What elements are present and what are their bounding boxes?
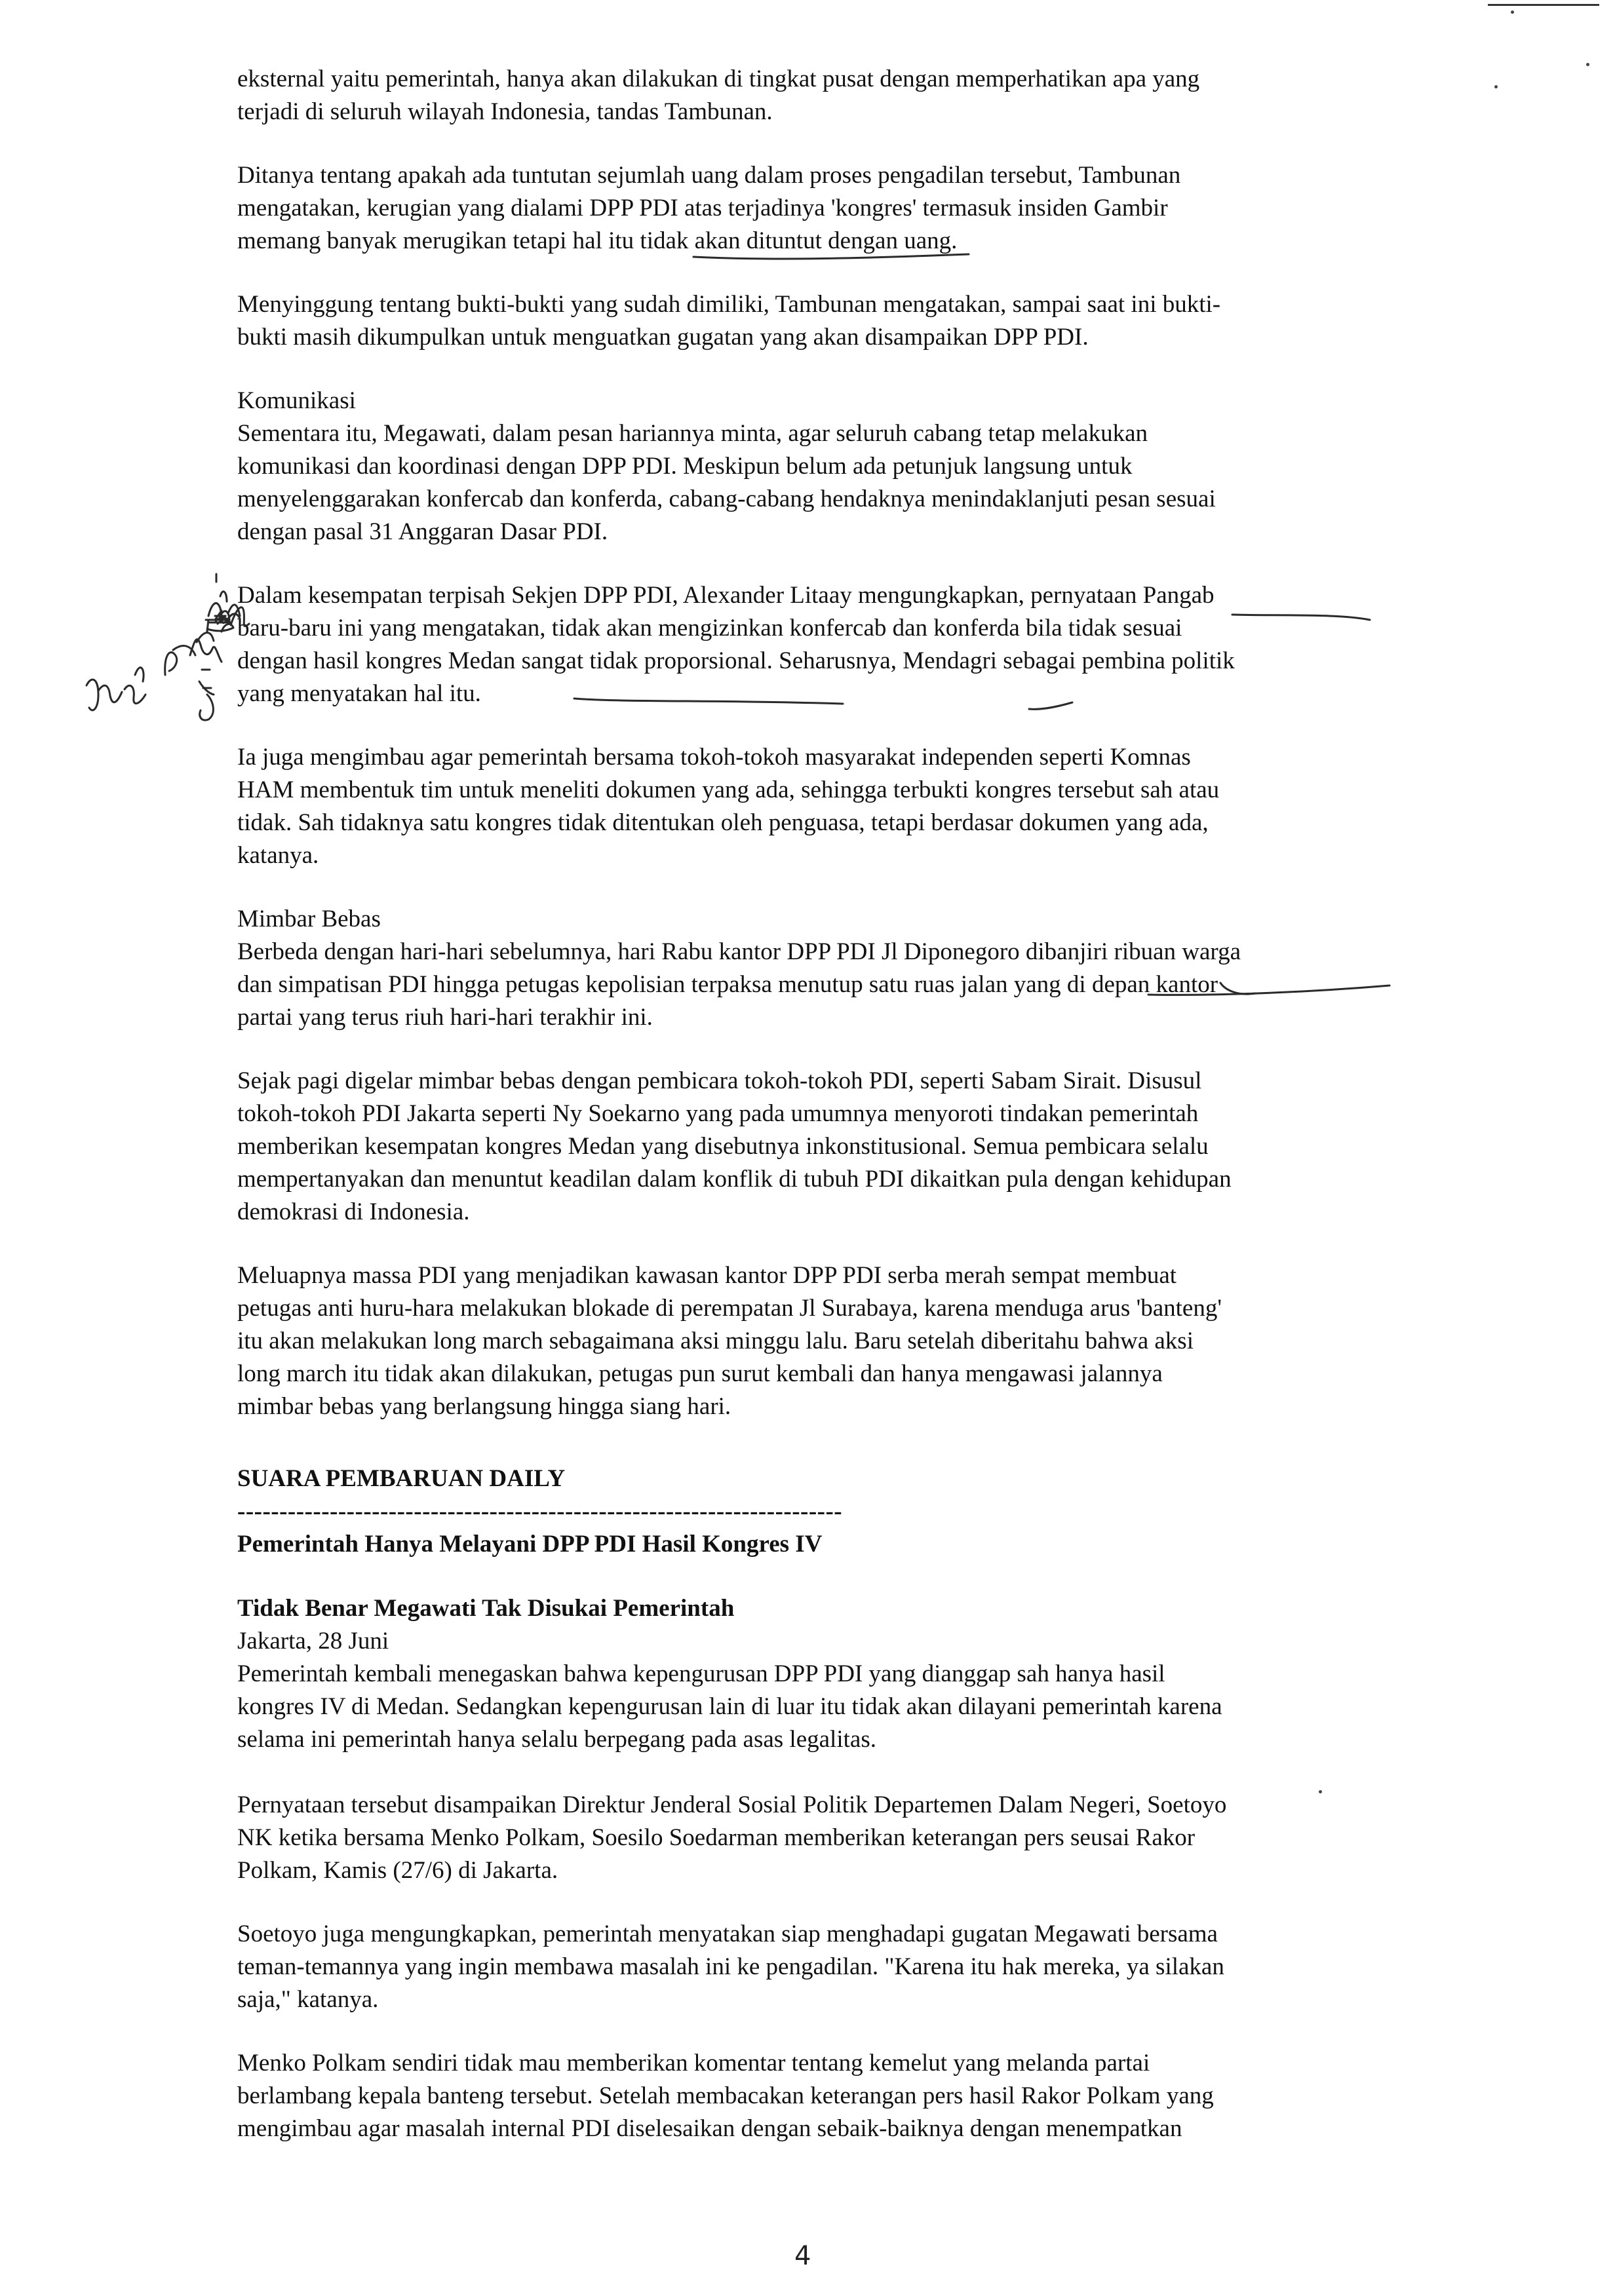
- text-line: terjadi di seluruh wilayah Indonesia, tandas Tambunan.: [237, 98, 773, 125]
- margin-handwriting: [98, 685, 122, 702]
- text-line: tidak. Sah tidaknya satu kongres tidak ditentukan oleh penguasa, tetapi berdasar dokumen yang ada,: [237, 809, 1209, 836]
- paragraph-group-a: [237, 63, 1391, 354]
- text-line: Menko Polkam sendiri tidak mau memberikan komentar tentang kemelut yang melanda partai: [237, 2050, 1150, 2076]
- page-number: 4: [794, 2241, 811, 2271]
- margin-handwriting: [173, 646, 195, 655]
- paragraph: [237, 1065, 1391, 1229]
- text-line: Berbeda dengan hari-hari sebelumnya, hari Rabu kantor DPP PDI Jl Diponegoro dibanjiri ribuan warga: [237, 938, 1241, 965]
- section-text: [237, 417, 1391, 548]
- text-line: Ditanya tentang apakah ada tuntutan sejumlah uang dalam proses pengadilan tersebut, Tambunan: [237, 162, 1181, 189]
- margin-handwriting: [215, 611, 222, 620]
- text-line: Pernyataan tersebut disampaikan Direktur Jenderal Sosial Politik Departemen Dalam Negeri, Soetoyo: [237, 1791, 1227, 1818]
- margin-handwriting: [87, 679, 98, 710]
- text-line: NK ketika bersama Menko Polkam, Soesilo Soedarman memberikan keterangan pers seusai Rakor: [237, 1824, 1196, 1851]
- text-line: tokoh-tokoh PDI Jakarta seperti Ny Soekarno yang pada umumnya menyoroti tindakan pemerintah: [237, 1100, 1199, 1127]
- text-line: memberikan kesempatan kongres Medan yang disebutnya inkonstitusional. Semua pembicara selalu: [237, 1133, 1209, 1160]
- text-line: Ia juga mengimbau agar pemerintah bersama tokoh-tokoh masyarakat independen seperti Komnas: [237, 744, 1191, 771]
- text-line: itu akan melakukan long march sebagaimana aksi minggu lalu. Baru setelah diberitahu bahwa aksi: [237, 1328, 1194, 1354]
- top-edge-rule: [1488, 4, 1599, 6]
- article2-lead: [237, 1592, 1391, 1756]
- paragraph: [237, 579, 1391, 710]
- paragraph: [237, 1789, 1391, 1887]
- text-line: eksternal yaitu pemerintah, hanya akan dilakukan di tingkat pusat dengan memperhatikan apa yang: [237, 66, 1200, 92]
- margin-handwriting: [200, 695, 214, 720]
- text-line: long march itu tidak akan dilakukan, petugas pun surut kembali dan hanya mengawasi jalannya: [237, 1360, 1163, 1387]
- margin-handwriting: [215, 618, 229, 623]
- text-line: Soetoyo juga mengungkapkan, pemerintah menyatakan siap menghadapi gugatan Megawati bersama: [237, 1921, 1218, 1947]
- article2-paragraphs: [237, 1789, 1391, 2145]
- text-line: mengatakan, kerugian yang dialami DPP PDI atas terjadinya 'kongres' termasuk insiden Gambir: [237, 195, 1168, 221]
- margin-handwriting: [218, 616, 225, 624]
- scan-speck: [1586, 63, 1589, 66]
- section-komunikasi: [237, 385, 1391, 548]
- section-text: [237, 936, 1391, 1034]
- text-line: Sementara itu, Megawati, dalam pesan hariannya minta, agar seluruh cabang tetap melakukan: [237, 420, 1148, 447]
- margin-handwriting: [219, 611, 229, 621]
- paragraph: [237, 288, 1391, 354]
- section-heading: Mimbar Bebas: [237, 906, 381, 932]
- text-line: petugas anti huru-hara melakukan blokade di perempatan Jl Surabaya, karena menduga arus 'banteng': [237, 1295, 1222, 1322]
- text-line: Dalam kesempatan terpisah Sekjen DPP PDI, Alexander Litaay mengungkapkan, pernyataan Pangab: [237, 582, 1215, 609]
- text-line: Pemerintah kembali menegaskan bahwa kepengurusan DPP PDI yang dianggap sah hanya hasil: [237, 1660, 1165, 1687]
- text-line: saja," katanya.: [237, 1986, 379, 2013]
- article-body: [237, 63, 1391, 2176]
- text-line: HAM membentuk tim untuk meneliti dokumen yang ada, sehingga terbukti kongres tersebut sah atau: [237, 776, 1220, 803]
- text-line: komunikasi dan koordinasi dengan DPP PDI. Meskipun belum ada petunjuk langsung untuk: [237, 453, 1133, 480]
- text-line: Polkam, Kamis (27/6) di Jakarta.: [237, 1857, 558, 1884]
- paragraph: [237, 2047, 1391, 2145]
- text-line: menyelenggarakan konfercab dan konferda, cabang-cabang hendaknya menindaklanjuti pesan sesuai: [237, 486, 1216, 512]
- text-line: Meluapnya massa PDI yang menjadikan kawasan kantor DPP PDI serba merah sempat membuat: [237, 1262, 1177, 1289]
- paragraph: [237, 159, 1391, 258]
- text-line: memang banyak merugikan tetapi hal itu tidak akan dituntut dengan uang.: [237, 227, 958, 254]
- margin-handwriting: [199, 681, 214, 695]
- text-line: partai yang terus riuh hari-hari terakhir ini.: [237, 1004, 653, 1031]
- text-line: dengan hasil kongres Medan sangat tidak proporsional. Seharusnya, Mendagri sebagai pembina politik: [237, 647, 1235, 674]
- dateline: Jakarta, 28 Juni: [237, 1628, 389, 1655]
- section-heading: Komunikasi: [237, 387, 356, 414]
- margin-handwriting: [197, 633, 214, 643]
- paragraph: [237, 741, 1391, 872]
- dashed-rule: ------------------------------------------------------------------------: [237, 1498, 843, 1525]
- text-line: berlambang kepala banteng tersebut. Setelah membacakan keterangan pers hasil Rakor Polkam yang: [237, 2082, 1214, 2109]
- margin-handwriting: [135, 668, 144, 681]
- text-line: yang menyatakan hal itu.: [237, 680, 481, 707]
- text-line: Sejak pagi digelar mimbar bebas dengan pembicara tokoh-tokoh PDI, seperti Sabam Sirait. Disusul: [237, 1067, 1202, 1094]
- text-line: mengimbau agar masalah internal PDI diselesaikan dengan sebaik-baiknya dengan menempatkan: [237, 2115, 1182, 2142]
- margin-handwriting: [125, 685, 146, 703]
- lead-text: [237, 1658, 1391, 1756]
- text-line: Menyinggung tentang bukti-bukti yang sudah dimiliki, Tambunan mengatakan, sampai saat ini bukti-: [237, 291, 1221, 318]
- text-line: mempertanyakan dan menuntut keadilan dalam konflik di tubuh PDI dikaitkan pula dengan kehidupan: [237, 1166, 1232, 1193]
- article-headline: Pemerintah Hanya Melayani DPP PDI Hasil Kongres IV: [237, 1531, 823, 1558]
- paragraph-group-c: [237, 1065, 1391, 1423]
- margin-handwriting: [222, 624, 233, 632]
- text-line: katanya.: [237, 842, 319, 869]
- scan-speck: [1494, 85, 1498, 88]
- margin-handwriting: [207, 628, 233, 631]
- source-block: [237, 1463, 1391, 1561]
- paragraph: [237, 1918, 1391, 2016]
- paragraph: [237, 63, 1391, 128]
- margin-handwriting: [208, 603, 228, 622]
- text-line: dan simpatisan PDI hingga petugas kepolisian terpaksa menutup satu ruas jalan yang di depan kantor: [237, 971, 1218, 998]
- margin-handwriting: [220, 592, 227, 602]
- scan-speck: [1511, 10, 1514, 14]
- paragraph: [237, 1259, 1391, 1423]
- text-line: demokrasi di Indonesia.: [237, 1198, 470, 1225]
- paragraph-group-b: [237, 579, 1391, 872]
- text-line: kongres IV di Medan. Sedangkan kepengurusan lain di luar itu tidak akan dilayani pemerintah karena: [237, 1693, 1222, 1720]
- margin-handwriting: [207, 620, 208, 632]
- article-subheadline: Tidak Benar Megawati Tak Disukai Pemerintah: [237, 1595, 735, 1622]
- text-line: baru-baru ini yang mengatakan, tidak akan mengizinkan konfercab dan konferda bila tidak sesuai: [237, 615, 1182, 641]
- section-mimbar-bebas: [237, 903, 1391, 1034]
- text-line: bukti masih dikumpulkan untuk menguatkan gugatan yang akan disampaikan DPP PDI.: [237, 324, 1089, 351]
- text-line: teman-temannya yang ingin membawa masalah ini ke pengadilan. "Karena itu hak mereka, ya silakan: [237, 1953, 1224, 1980]
- margin-handwriting: [190, 640, 222, 662]
- text-line: selama ini pemerintah hanya selalu berpegang pada asas legalitas.: [237, 1726, 876, 1753]
- margin-handwriting: [165, 653, 177, 675]
- text-line: dengan pasal 31 Anggaran Dasar PDI.: [237, 518, 608, 545]
- source-name: SUARA PEMBARUAN DAILY: [237, 1465, 566, 1492]
- text-line: mimbar bebas yang berlangsung hingga siang hari.: [237, 1393, 731, 1420]
